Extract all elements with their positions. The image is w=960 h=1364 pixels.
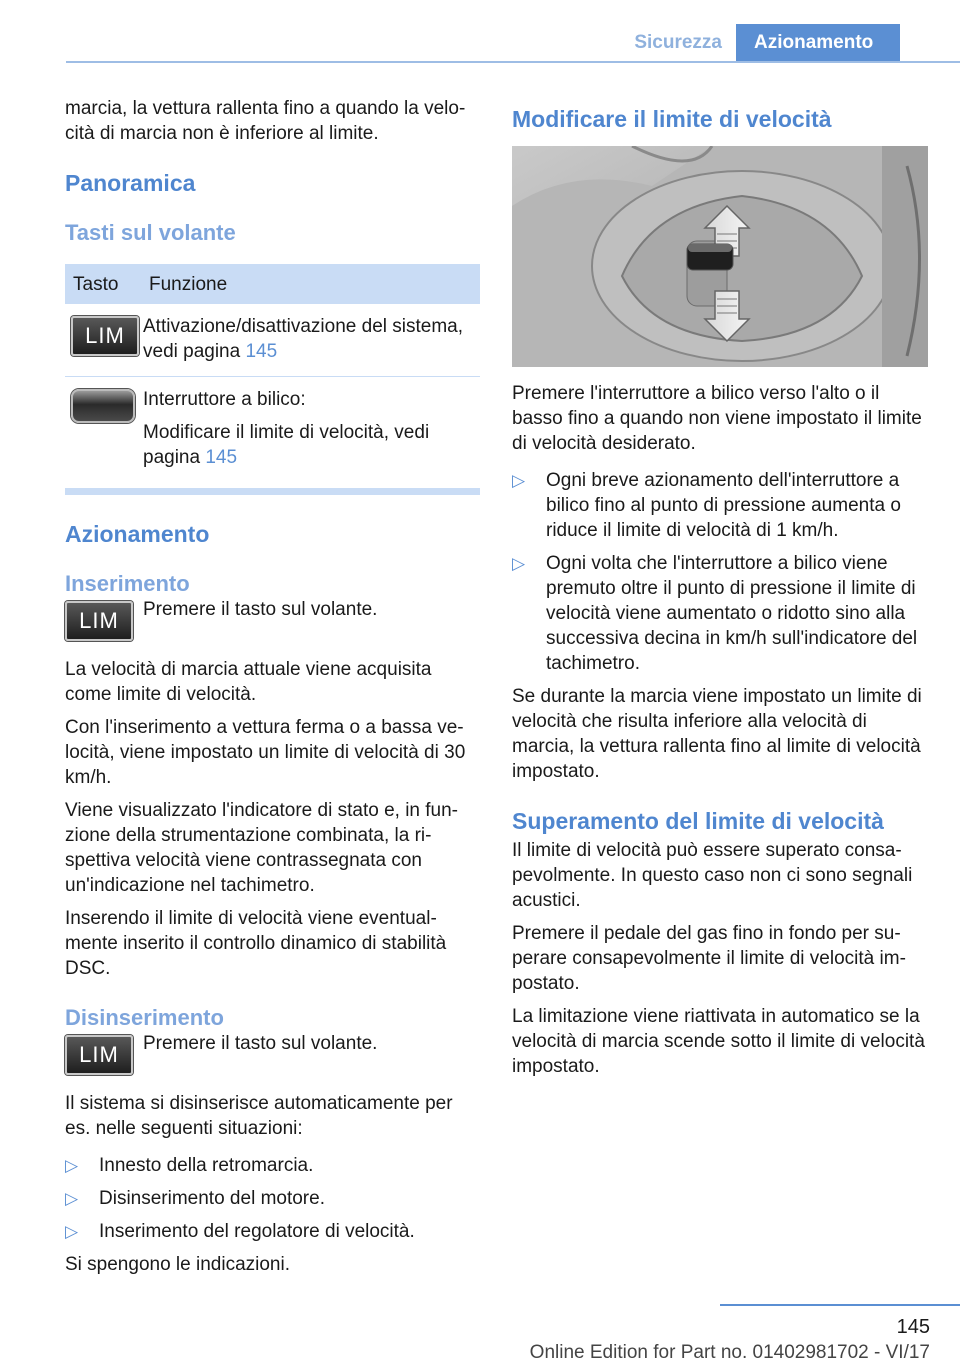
paragraph: Se durante la marcia viene impostato un limite di velocità che risulta inferiore alla velocità di marcia, la vettura rallenta fino al limite di velocità impostato. <box>512 686 922 782</box>
rocker-switch-icon <box>71 389 135 423</box>
table-cell-function <box>141 304 480 377</box>
row1-text: Attivazione/disattivazione del sistema, vedi pagina <box>143 316 463 362</box>
page-link[interactable]: 145 <box>245 341 278 362</box>
paragraph: Premere il pedale del gas fino in fondo per superare consapevolmente il limite di velocità impostato. <box>512 923 906 994</box>
list-item <box>65 1186 480 1211</box>
row2-text2: Modificare il limite di velocità, vedi pagina <box>143 422 430 468</box>
table-row <box>65 377 480 491</box>
triangle-bullet-icon: ▷ <box>65 1222 79 1241</box>
intro-paragraph: marcia, la vettura rallenta fino a quando la velocità di marcia non è inferiore al limite. <box>65 98 466 144</box>
left-column <box>65 96 480 1285</box>
triangle-bullet-icon: ▷ <box>65 1189 79 1208</box>
page-link[interactable]: 145 <box>205 447 238 468</box>
table-row <box>65 304 480 377</box>
page-number: 145 <box>896 1316 930 1338</box>
triangle-bullet-icon: ▷ <box>512 554 526 573</box>
heading-panoramica: Panoramica <box>65 170 196 196</box>
right-column <box>512 104 930 1087</box>
paragraph: Il limite di velocità può essere superato consapevolmente. In questo caso non ci sono segnali acustici. <box>512 840 913 911</box>
inserimento-text: Premere il tasto sul volante. <box>143 599 378 620</box>
steering-wheel-illustration <box>512 146 928 367</box>
header-section-prev: Sicurezza <box>634 32 722 53</box>
list-item <box>65 1153 480 1178</box>
lim-button-icon: LIM <box>65 1035 133 1075</box>
col-header-funzione: Funzione <box>141 264 480 304</box>
disinserimento-key-row <box>65 1035 480 1075</box>
row2-text1: Interruttore a bilico: <box>143 389 306 410</box>
keys-table <box>65 264 480 492</box>
heading-tasti: Tasti sul volante <box>65 220 236 245</box>
list-item-text: Ogni breve azionamento dell'interruttore a bilico fino al punto di pressione aumenta o riduce il limite di velocità di 1 km/h. <box>546 470 901 541</box>
table-bottom-rule <box>65 491 480 495</box>
paragraph: La limitazione viene riattivata in automatico se la velocità di marcia scende sotto il limite di velocità impostato. <box>512 1006 925 1077</box>
paragraph: La velocità di marcia attuale viene acquisita come limite di velocità. <box>65 659 432 705</box>
table-header-row <box>65 264 480 304</box>
table-cell-function <box>141 377 480 491</box>
inserimento-key-row <box>65 601 480 641</box>
page-header <box>612 24 900 62</box>
col-header-tasto: Tasto <box>65 264 141 304</box>
header-section-current: Azionamento <box>736 24 900 62</box>
heading-inserimento: Inserimento <box>65 571 190 596</box>
list-item <box>65 1219 480 1244</box>
paragraph: Si spengono le indicazioni. <box>65 1254 290 1275</box>
list-item <box>512 468 930 543</box>
heading-modificare: Modificare il limite di velocità <box>512 106 832 132</box>
paragraph: Con l'inserimento a vettura ferma o a bassa velocità, viene impostato un limite di velocità di 30 km/h. <box>65 717 466 788</box>
disinserimento-text: Premere il tasto sul volante. <box>143 1033 378 1054</box>
heading-superamento: Superamento del limite di velocità <box>512 808 884 834</box>
paragraph: Il sistema si disinserisce automaticamente per es. nelle seguenti situazioni: <box>65 1093 453 1139</box>
header-rule <box>66 61 960 63</box>
list-item-text: Disinserimento del motore. <box>99 1188 325 1209</box>
list-item <box>512 551 930 676</box>
lim-button-icon: LIM <box>65 601 133 641</box>
heading-disinserimento: Disinserimento <box>65 1005 224 1030</box>
list-item-text: Inserimento del regolatore di velocità. <box>99 1221 415 1242</box>
list-item-text: Innesto della retromarcia. <box>99 1155 314 1176</box>
list-item-text: Ogni volta che l'interruttore a bilico viene premuto oltre il punto di pressione il limite di velocità viene aumentato o ridotto sino alla successiva decina in km/h sull'indicatore del tachimetro. <box>546 553 918 674</box>
lim-button-icon: LIM <box>71 316 139 356</box>
paragraph: Viene visualizzato l'indicatore di stato e, in funzione della strumentazione combinata, la rispettiva velocità viene contrassegnata con un'indicazione nel tachimetro. <box>65 800 458 896</box>
paragraph: Premere l'interruttore a bilico verso l'alto o il basso fino a quando non viene impostato il limite di velocità desiderato. <box>512 383 922 454</box>
heading-azionamento: Azionamento <box>65 521 210 547</box>
paragraph: Inserendo il limite di velocità viene eventualmente inserito il controllo dinamico di stabilità DSC. <box>65 908 447 979</box>
footer-rule <box>720 1304 960 1306</box>
triangle-bullet-icon: ▷ <box>512 471 526 490</box>
edition-footer: Online Edition for Part no. 01402981702 - VI/17 <box>529 1342 930 1363</box>
triangle-bullet-icon: ▷ <box>65 1156 79 1175</box>
